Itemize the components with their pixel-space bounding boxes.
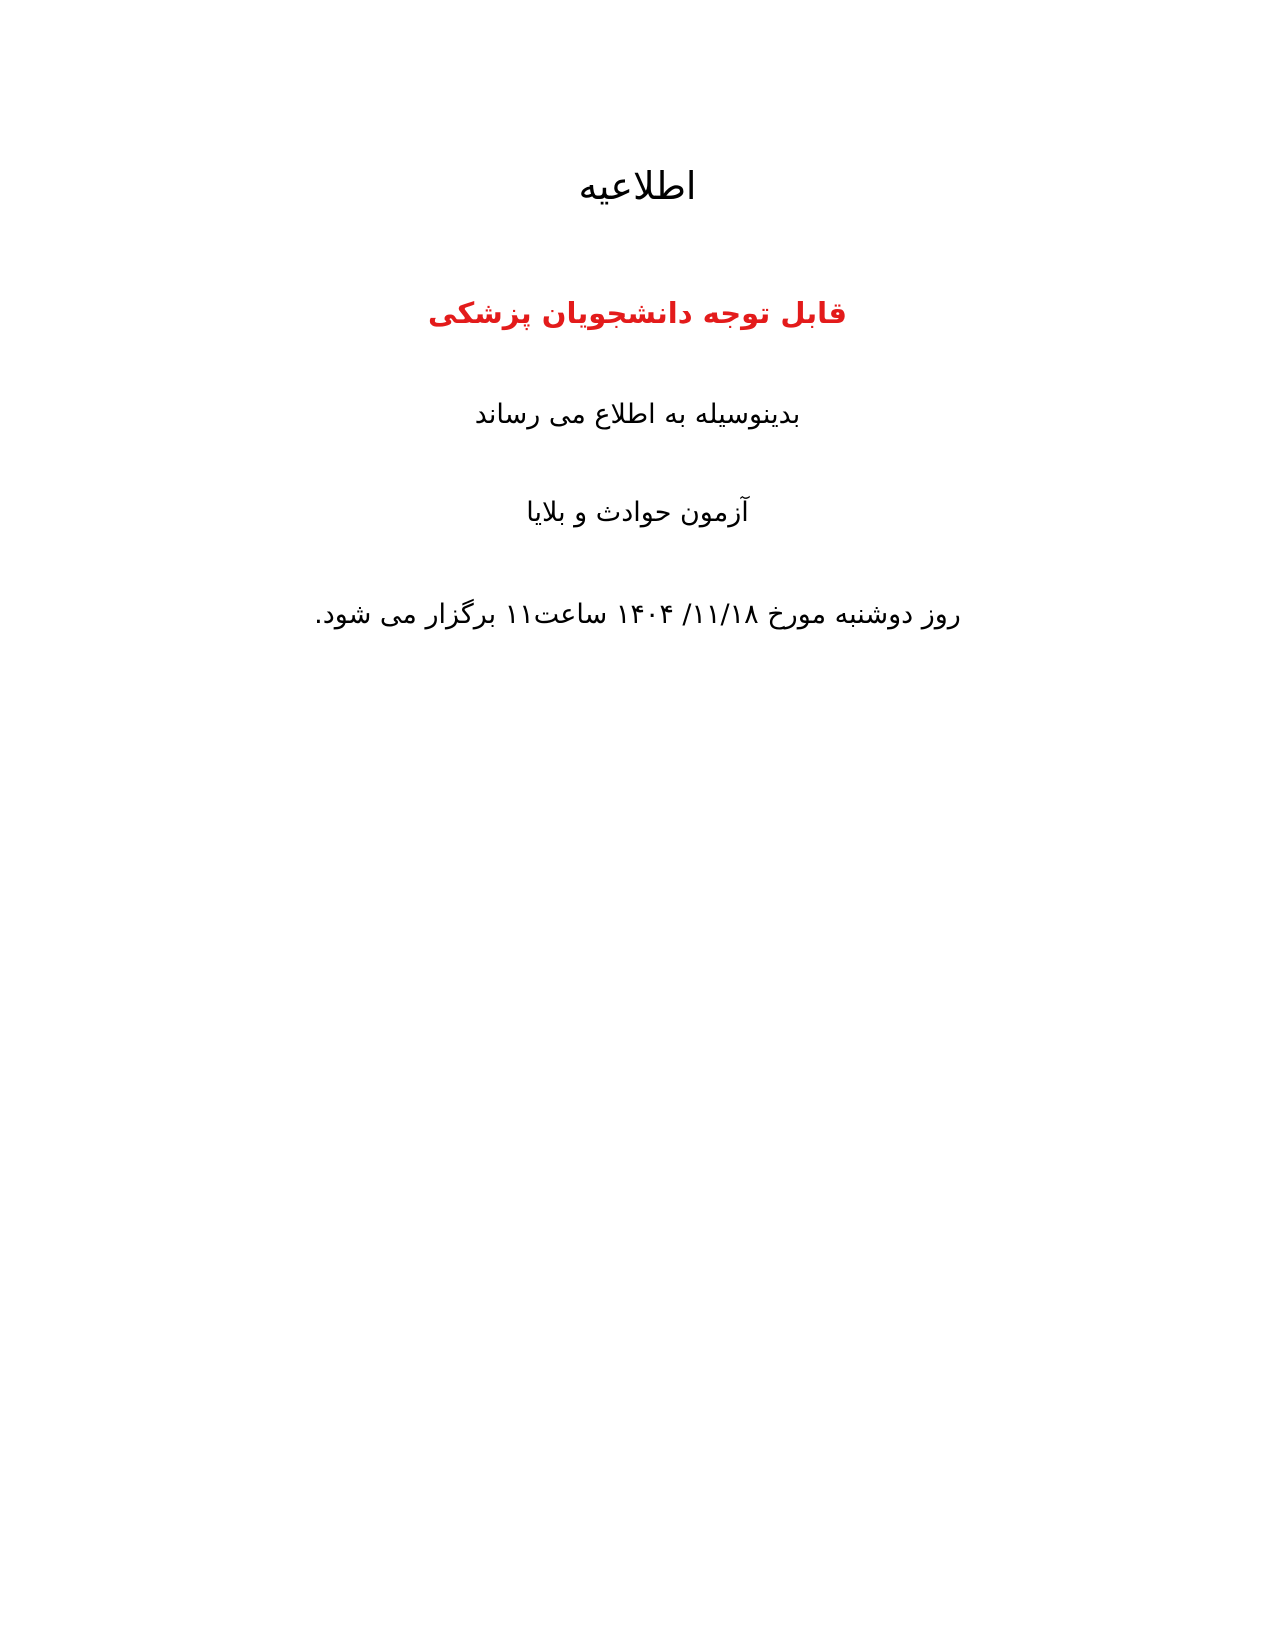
notice-subtitle: قابل توجه دانشجویان پزشکی [428,296,847,330]
notice-intro-line: بدینوسیله به اطلاع می رساند [474,399,801,430]
exam-date-line: روز دوشنبه مورخ ۱۱/۱۸/ ۱۴۰۴ ساعت۱۱ برگزار می شود. [314,599,961,630]
notice-title: اطلاعیه [578,164,697,208]
exam-name-line: آزمون حوادث و بلایا [526,497,749,528]
